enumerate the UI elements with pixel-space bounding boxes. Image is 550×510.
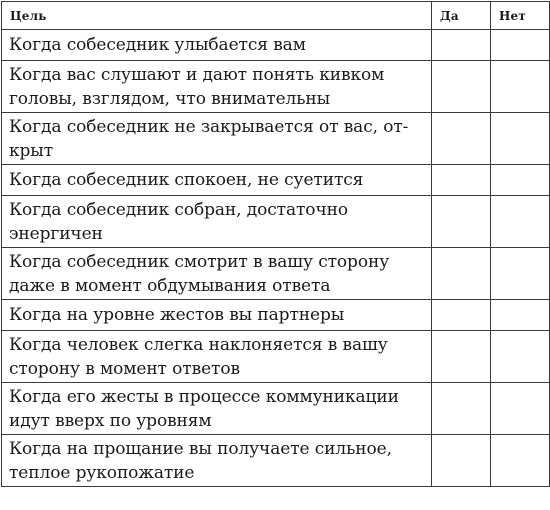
goal-cell xyxy=(2,248,432,300)
table-row xyxy=(2,196,550,248)
table-body xyxy=(2,30,550,487)
goal-text: Когда человек слегка наклоняется в вашу сторону в момент ответов xyxy=(9,334,388,379)
goal-text: Когда его жесты в процессе коммуникации идут вверх по уровням xyxy=(9,386,399,431)
goal-text: Когда вас слушают и дают понять кивком головы, взглядом, что внимательны xyxy=(9,64,385,109)
yes-checkbox-cell[interactable] xyxy=(432,248,491,300)
no-checkbox-cell[interactable] xyxy=(491,196,550,248)
no-checkbox-cell[interactable] xyxy=(491,248,550,300)
table-row xyxy=(2,61,550,113)
table-row xyxy=(2,165,550,196)
no-checkbox-cell[interactable] xyxy=(491,435,550,487)
goal-text: Когда собеседник улыбается вам xyxy=(9,35,306,55)
header-yes: Да xyxy=(432,2,491,30)
goal-text: Когда на прощание вы получаете сильное, теплое рукопожатие xyxy=(9,438,392,483)
yes-checkbox-cell[interactable] xyxy=(432,61,491,113)
goal-text: Когда собеседник собран, достаточно энергичен xyxy=(9,199,348,244)
yes-checkbox-cell[interactable] xyxy=(432,165,491,196)
goal-text: Когда на уровне жестов вы партнеры xyxy=(9,305,345,325)
goal-cell xyxy=(2,300,432,331)
table-row xyxy=(2,248,550,300)
table-header-row xyxy=(2,2,550,30)
goal-cell xyxy=(2,196,432,248)
yes-checkbox-cell[interactable] xyxy=(432,113,491,165)
yes-checkbox-cell[interactable] xyxy=(432,435,491,487)
yes-checkbox-cell[interactable] xyxy=(432,196,491,248)
goal-cell xyxy=(2,383,432,435)
goal-text: Когда собеседник не закрывается от вас, от- крыт xyxy=(9,116,409,161)
goal-cell xyxy=(2,113,432,165)
goal-text: Когда собеседник смотрит в вашу сторону даже в момент обдумывания ответа xyxy=(9,251,390,296)
table-row xyxy=(2,383,550,435)
goal-cell xyxy=(2,61,432,113)
table-row xyxy=(2,300,550,331)
no-checkbox-cell[interactable] xyxy=(491,300,550,331)
yes-checkbox-cell[interactable] xyxy=(432,300,491,331)
no-checkbox-cell[interactable] xyxy=(491,113,550,165)
no-checkbox-cell[interactable] xyxy=(491,30,550,61)
table-row xyxy=(2,331,550,383)
goal-cell xyxy=(2,165,432,196)
yes-checkbox-cell[interactable] xyxy=(432,331,491,383)
header-goal: Цель xyxy=(2,2,432,30)
goal-cell xyxy=(2,331,432,383)
no-checkbox-cell[interactable] xyxy=(491,61,550,113)
no-checkbox-cell[interactable] xyxy=(491,383,550,435)
header-no: Нет xyxy=(491,2,550,30)
yes-checkbox-cell[interactable] xyxy=(432,30,491,61)
table-row xyxy=(2,30,550,61)
table-row xyxy=(2,435,550,487)
goal-text: Когда собеседник спокоен, не суетится xyxy=(9,170,364,190)
checklist-table xyxy=(1,1,550,487)
goal-cell xyxy=(2,435,432,487)
goal-cell xyxy=(2,30,432,61)
no-checkbox-cell[interactable] xyxy=(491,165,550,196)
yes-checkbox-cell[interactable] xyxy=(432,383,491,435)
no-checkbox-cell[interactable] xyxy=(491,331,550,383)
table-row xyxy=(2,113,550,165)
